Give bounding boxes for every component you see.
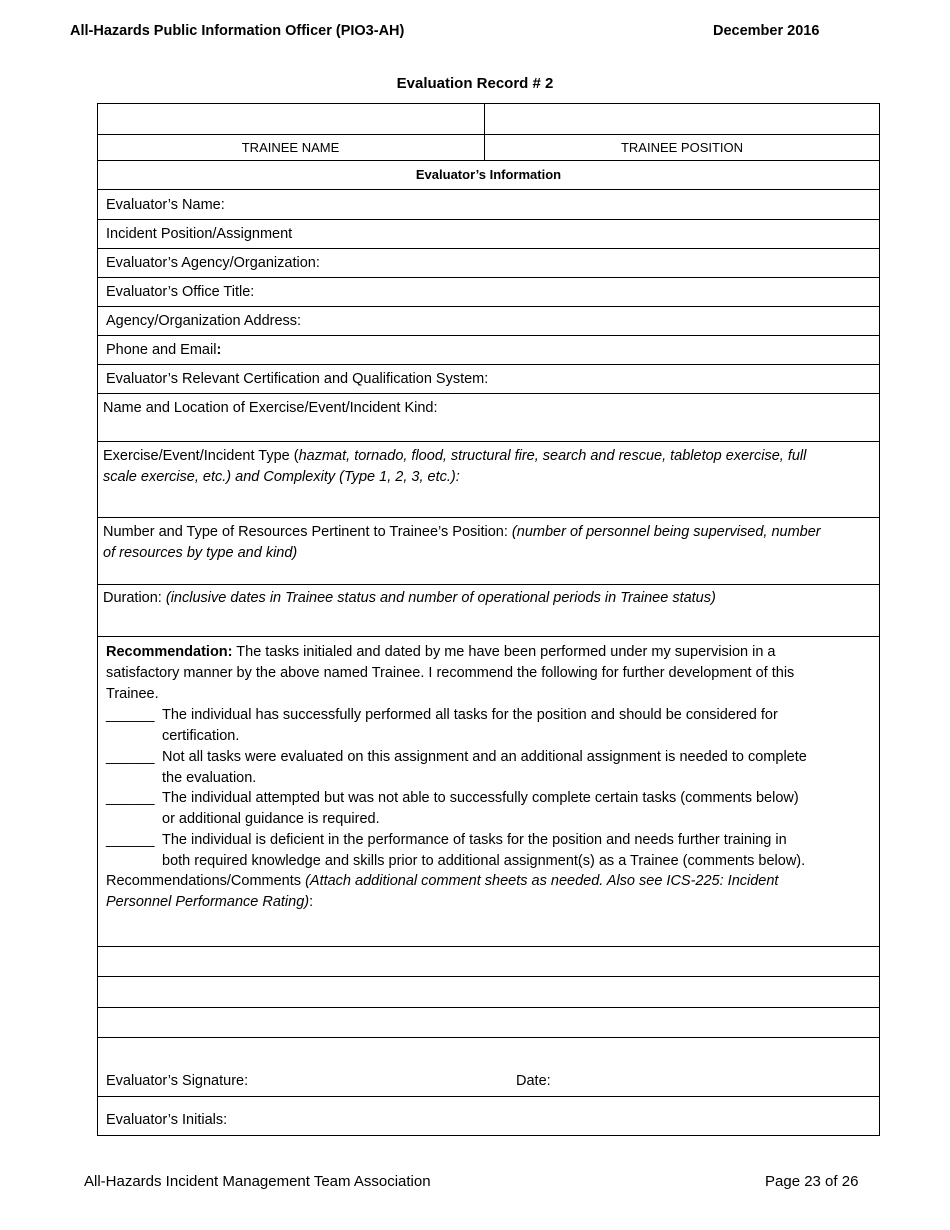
- page-title: Evaluation Record # 2: [396, 75, 554, 92]
- trainee-name-field[interactable]: [99, 105, 483, 133]
- recommendation-option-deficient[interactable]: [106, 830, 876, 872]
- rule: [97, 219, 880, 220]
- recommendation-label: Recommendation:: [106, 644, 233, 660]
- rule: [97, 103, 98, 1136]
- duration-label: [103, 588, 875, 609]
- phone-email-text: Phone and Email: [106, 342, 217, 358]
- comment-line[interactable]: [99, 978, 877, 1006]
- rule: [97, 1135, 880, 1136]
- recommendation-option-certify[interactable]: [106, 705, 876, 747]
- recommendation-option-guidance-required[interactable]: [106, 788, 876, 830]
- resources-hint-cont: of resources by type and kind): [103, 545, 298, 561]
- comment-line[interactable]: [99, 948, 877, 975]
- rule: [97, 134, 880, 135]
- evaluator-name-label: Evaluator’s Name:: [106, 197, 225, 213]
- date-label: Date:: [516, 1073, 551, 1089]
- rule: [97, 584, 880, 585]
- comments-lead: Recommendations/Comments: [106, 873, 306, 889]
- incident-type-examples: hazmat, tornado, flood, structural fire, search and rescue, tabletop exercise, full: [298, 448, 807, 464]
- rule: [97, 277, 880, 278]
- incident-type-label: [103, 446, 875, 488]
- comments-hint-cont: Personnel Performance Rating): [106, 894, 310, 910]
- recommendation-option-additional-assignment[interactable]: [106, 747, 876, 789]
- option-blank: ______: [106, 790, 155, 806]
- resources-label: [103, 522, 875, 564]
- rule: [97, 103, 880, 104]
- phone-email-colon: :: [216, 342, 222, 358]
- evaluator-info-heading: Evaluator’s Information: [415, 167, 562, 182]
- incident-type-complexity: scale exercise, etc.) and Complexity (Type 1, 2, 3, etc.):: [103, 469, 460, 485]
- rule: [97, 306, 880, 307]
- comment-line[interactable]: [99, 1009, 877, 1036]
- footer-page-number: Page 23 of 26: [765, 1173, 859, 1190]
- comments-label: [106, 871, 876, 892]
- rule: [97, 1007, 880, 1008]
- option-text-cont: the evaluation.: [162, 769, 257, 786]
- comments-hint: (Attach additional comment sheets as needed. Also see ICS-225: Incident: [305, 873, 779, 889]
- comments-colon: :: [309, 894, 314, 910]
- option-text: The individual is deficient in the performance of tasks for the position and needs further training in: [162, 832, 787, 848]
- agency-address-label: Agency/Organization Address:: [106, 313, 302, 329]
- trainee-position-label: TRAINEE POSITION: [620, 140, 744, 155]
- header-date: December 2016: [713, 23, 820, 39]
- incident-type-lead: Exercise/Event/Incident Type (: [103, 448, 299, 464]
- rule: [97, 517, 880, 518]
- recommendation-intro: [106, 642, 876, 663]
- rule: [97, 1096, 880, 1097]
- option-text: Not all tasks were evaluated on this assignment and an additional assignment is needed to complete: [162, 749, 807, 765]
- option-text-cont: both required knowledge and skills prior to additional assignment(s) as a Trainee (comments below).: [162, 852, 806, 869]
- header-document-title: All-Hazards Public Information Officer (PIO3-AH): [70, 23, 405, 39]
- rule: [97, 946, 880, 947]
- evaluation-form: [97, 103, 880, 1136]
- recommendation-line2: satisfactory manner by the above named Trainee. I recommend the following for further development of this: [106, 665, 795, 681]
- evaluator-office-title-label: Evaluator’s Office Title:: [106, 284, 255, 300]
- rule: [879, 103, 880, 1136]
- option-text: The individual attempted but was not able to successfully complete certain tasks (comments below): [162, 790, 799, 806]
- duration-hint: (inclusive dates in Trainee status and number of operational periods in Trainee status): [165, 590, 716, 606]
- rule: [97, 393, 880, 394]
- evaluator-agency-label: Evaluator’s Agency/Organization:: [106, 255, 320, 271]
- rule: [97, 976, 880, 977]
- comments-label-cont: [106, 892, 876, 913]
- initials-label: Evaluator’s Initials:: [106, 1112, 228, 1128]
- rule: [97, 1037, 880, 1038]
- rule: [97, 189, 880, 190]
- resources-hint: (number of personnel being supervised, number: [511, 524, 821, 540]
- duration-lead: Duration:: [103, 590, 166, 606]
- trainee-position-field[interactable]: [487, 105, 877, 133]
- signature-label: Evaluator’s Signature:: [106, 1073, 249, 1089]
- phone-email-label: [106, 340, 221, 361]
- name-location-label: Name and Location of Exercise/Event/Incident Kind:: [103, 400, 438, 416]
- option-text-cont: certification.: [162, 727, 240, 744]
- rule: [97, 441, 880, 442]
- option-blank: ______: [106, 749, 155, 765]
- certification-system-label: Evaluator’s Relevant Certification and Qualification System:: [106, 371, 489, 387]
- option-blank: ______: [106, 707, 155, 723]
- recommendation-line1: The tasks initialed and dated by me have been performed under my supervision in a: [232, 644, 776, 660]
- rule: [97, 364, 880, 365]
- incident-position-label: Incident Position/Assignment: [106, 226, 293, 242]
- rule: [97, 160, 880, 161]
- option-text-cont: or additional guidance is required.: [162, 810, 380, 827]
- footer-organization: All-Hazards Incident Management Team Association: [84, 1173, 431, 1190]
- option-blank: ______: [106, 832, 155, 848]
- option-text: The individual has successfully performed all tasks for the position and should be considered for: [162, 707, 778, 723]
- recommendation-line3: Trainee.: [106, 686, 159, 702]
- resources-lead: Number and Type of Resources Pertinent to Trainee’s Position:: [103, 524, 512, 540]
- trainee-name-label: TRAINEE NAME: [241, 140, 340, 155]
- rule: [97, 636, 880, 637]
- rule: [97, 335, 880, 336]
- rule: [97, 248, 880, 249]
